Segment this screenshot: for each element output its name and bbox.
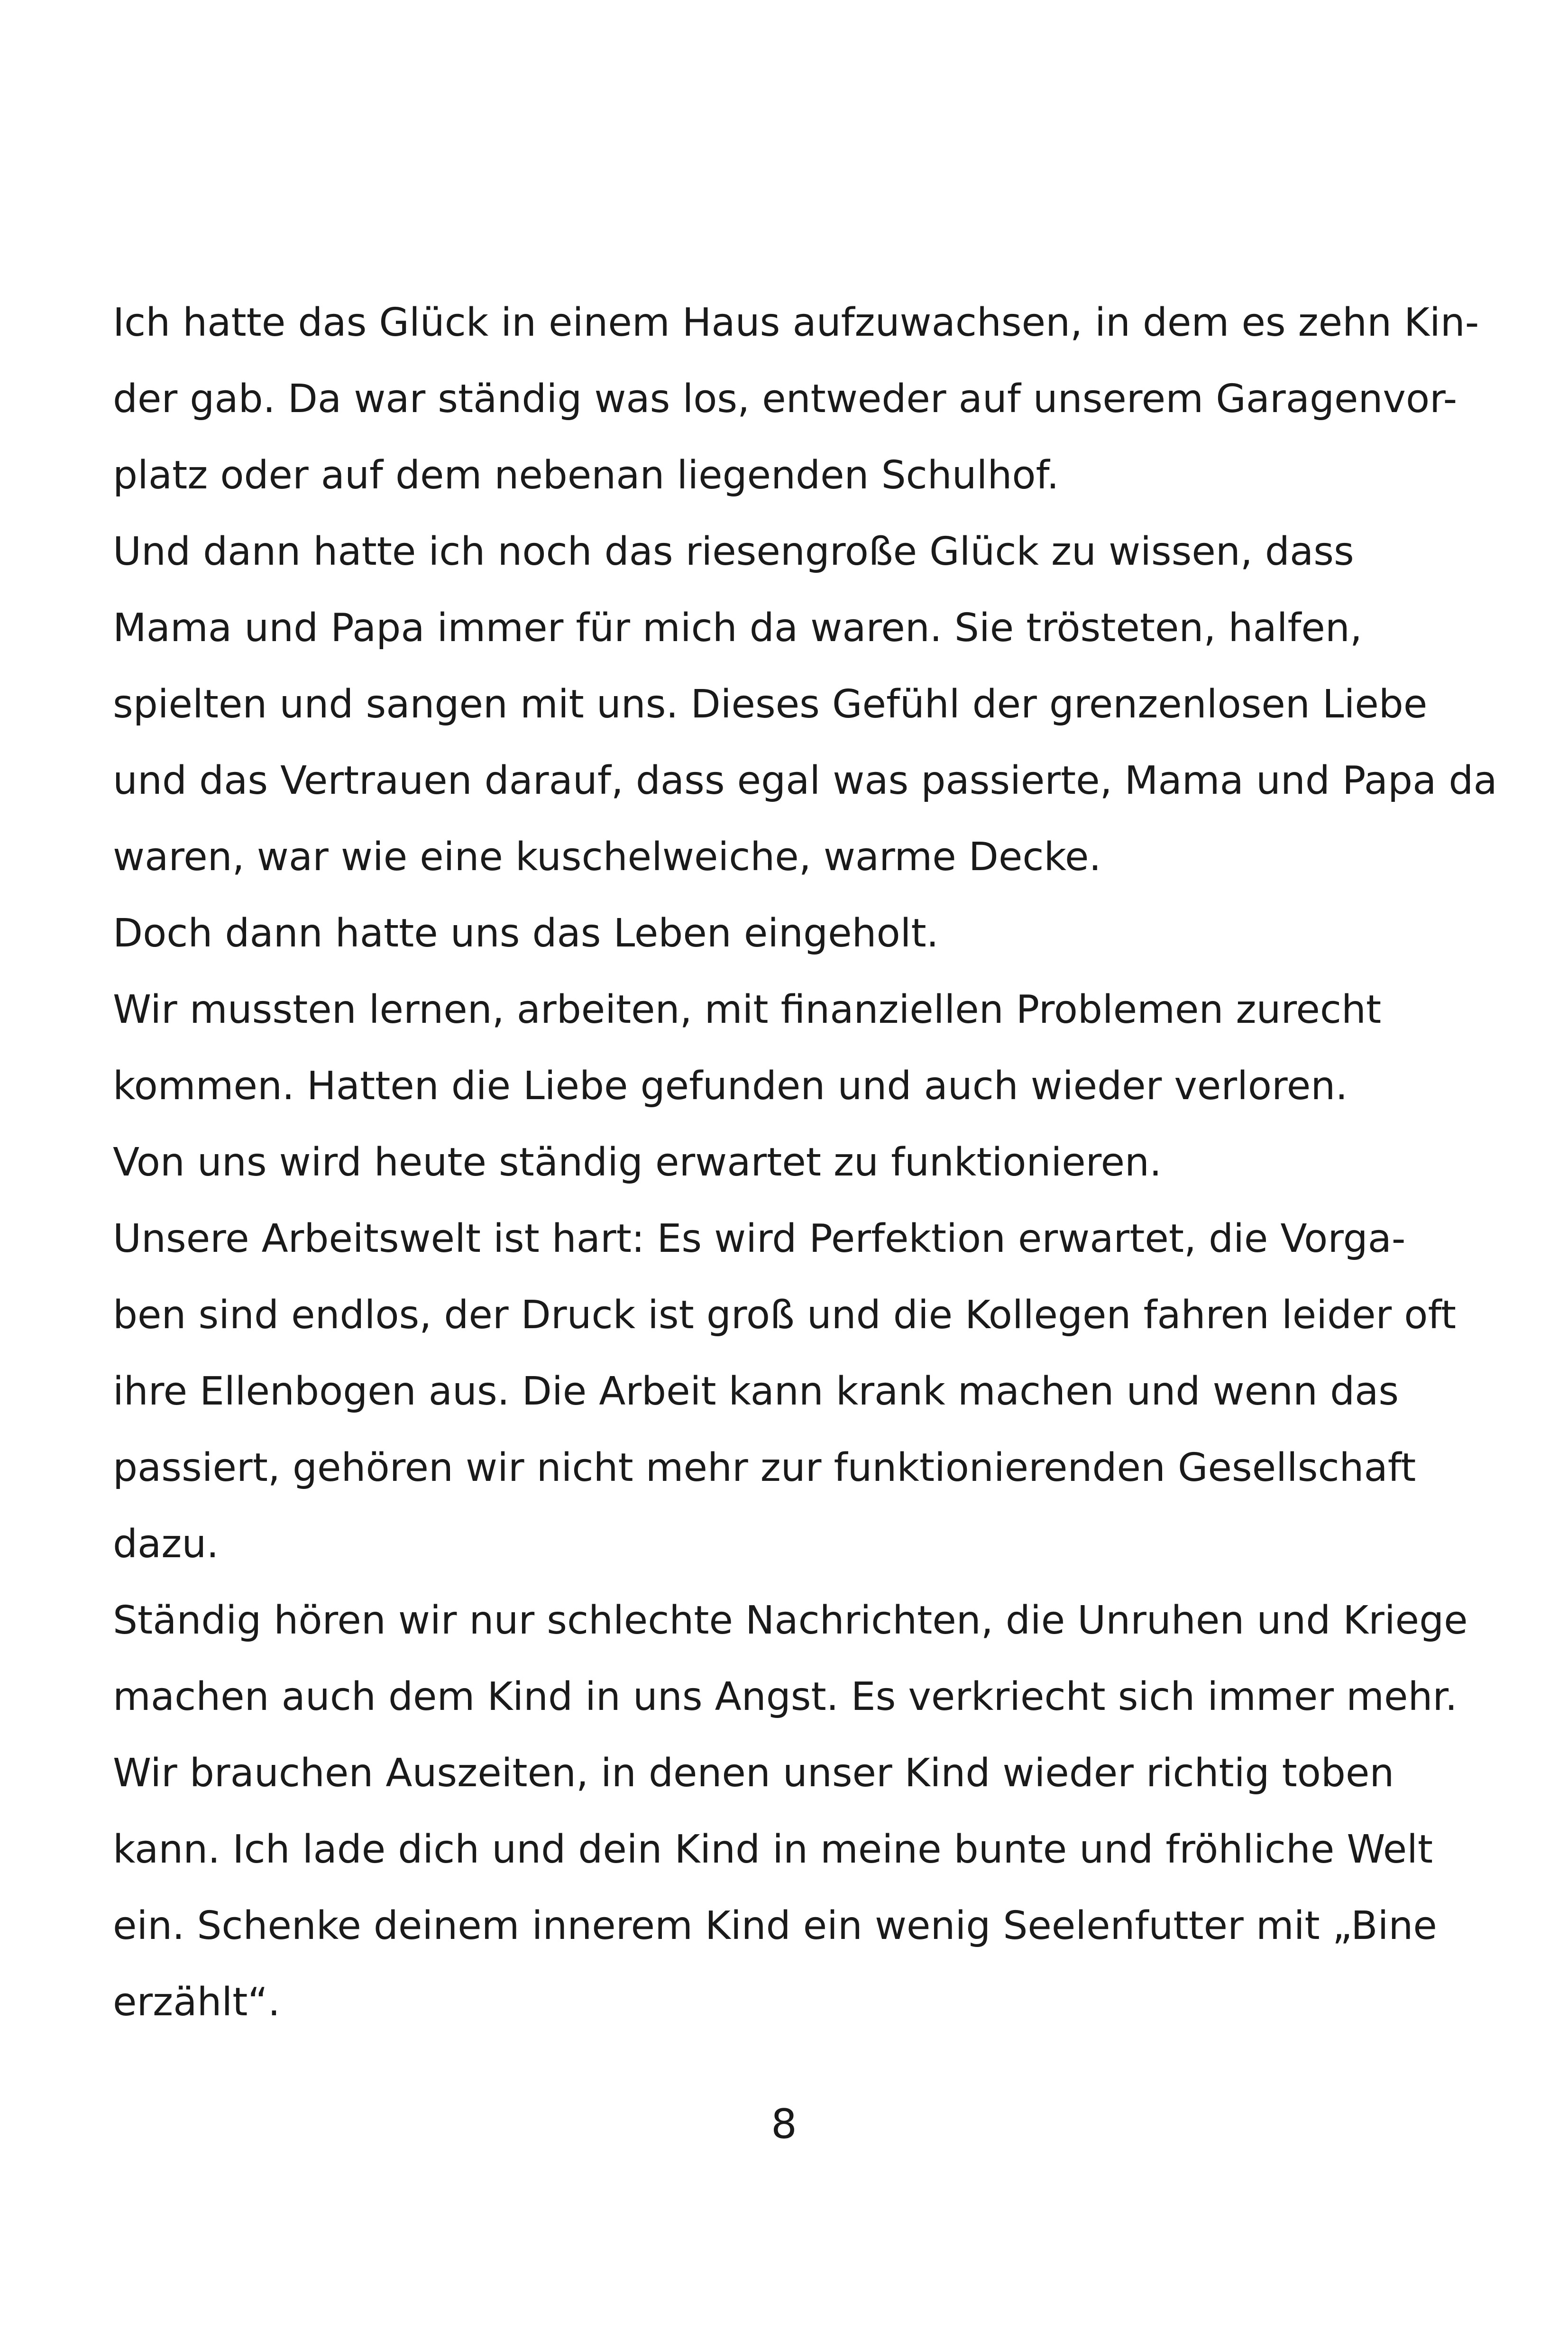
text-line: kann. Ich lade dich und dein Kind in meine bunte und fröhliche Welt bbox=[113, 1827, 1433, 1872]
text-line: Wir mussten lernen, arbeiten, mit finanziellen Problemen zurecht bbox=[113, 987, 1382, 1032]
text-line: Doch dann hatte uns das Leben eingeholt. bbox=[113, 911, 939, 956]
text-line: ihre Ellenbogen aus. Die Arbeit kann krank machen und wenn das bbox=[113, 1369, 1399, 1414]
text-line: Von uns wird heute ständig erwartet zu funktionieren. bbox=[113, 1140, 1162, 1185]
page-number: 8 bbox=[771, 2101, 797, 2148]
text-line: Wir brauchen Auszeiten, in denen unser Kind wieder richtig toben bbox=[113, 1751, 1394, 1796]
text-line: passiert, gehören wir nicht mehr zur funktionierenden Gesellschaft bbox=[113, 1445, 1416, 1490]
text-line: machen auch dem Kind in uns Angst. Es verkriecht sich immer mehr. bbox=[113, 1674, 1458, 1719]
body-text bbox=[113, 285, 1497, 2040]
text-line: kommen. Hatten die Liebe gefunden und auch wieder verloren. bbox=[113, 1064, 1348, 1109]
text-line: Ich hatte das Glück in einem Haus aufzuwachsen, in dem es zehn Kin- bbox=[113, 300, 1479, 345]
text-line: und das Vertrauen darauf, dass egal was passierte, Mama und Papa da bbox=[113, 758, 1497, 803]
text-line: dazu. bbox=[113, 1522, 219, 1567]
text-line: Ständig hören wir nur schlechte Nachrichten, die Unruhen und Kriege bbox=[113, 1598, 1468, 1643]
text-line: waren, war wie eine kuschelweiche, warme Decke. bbox=[113, 835, 1101, 880]
text-line: platz oder auf dem nebenan liegenden Schulhof. bbox=[113, 453, 1059, 498]
text-line: ein. Schenke deinem innerem Kind ein wenig Seelenfutter mit „Bine bbox=[113, 1903, 1437, 1948]
text-line: erzählt“. bbox=[113, 1980, 280, 2025]
text-line: der gab. Da war ständig was los, entweder auf unserem Garagenvor- bbox=[113, 377, 1458, 422]
text-line: spielten und sangen mit uns. Dieses Gefühl der grenzenlosen Liebe bbox=[113, 682, 1428, 727]
text-line: Und dann hatte ich noch das riesengroße Glück zu wissen, dass bbox=[113, 529, 1354, 574]
text-line: ben sind endlos, der Druck ist groß und die Kollegen fahren leider oft bbox=[113, 1293, 1457, 1338]
text-line: Unsere Arbeitswelt ist hart: Es wird Perfektion erwartet, die Vorga- bbox=[113, 1216, 1406, 1261]
text-line: Mama und Papa immer für mich da waren. Sie trösteten, halfen, bbox=[113, 606, 1362, 651]
